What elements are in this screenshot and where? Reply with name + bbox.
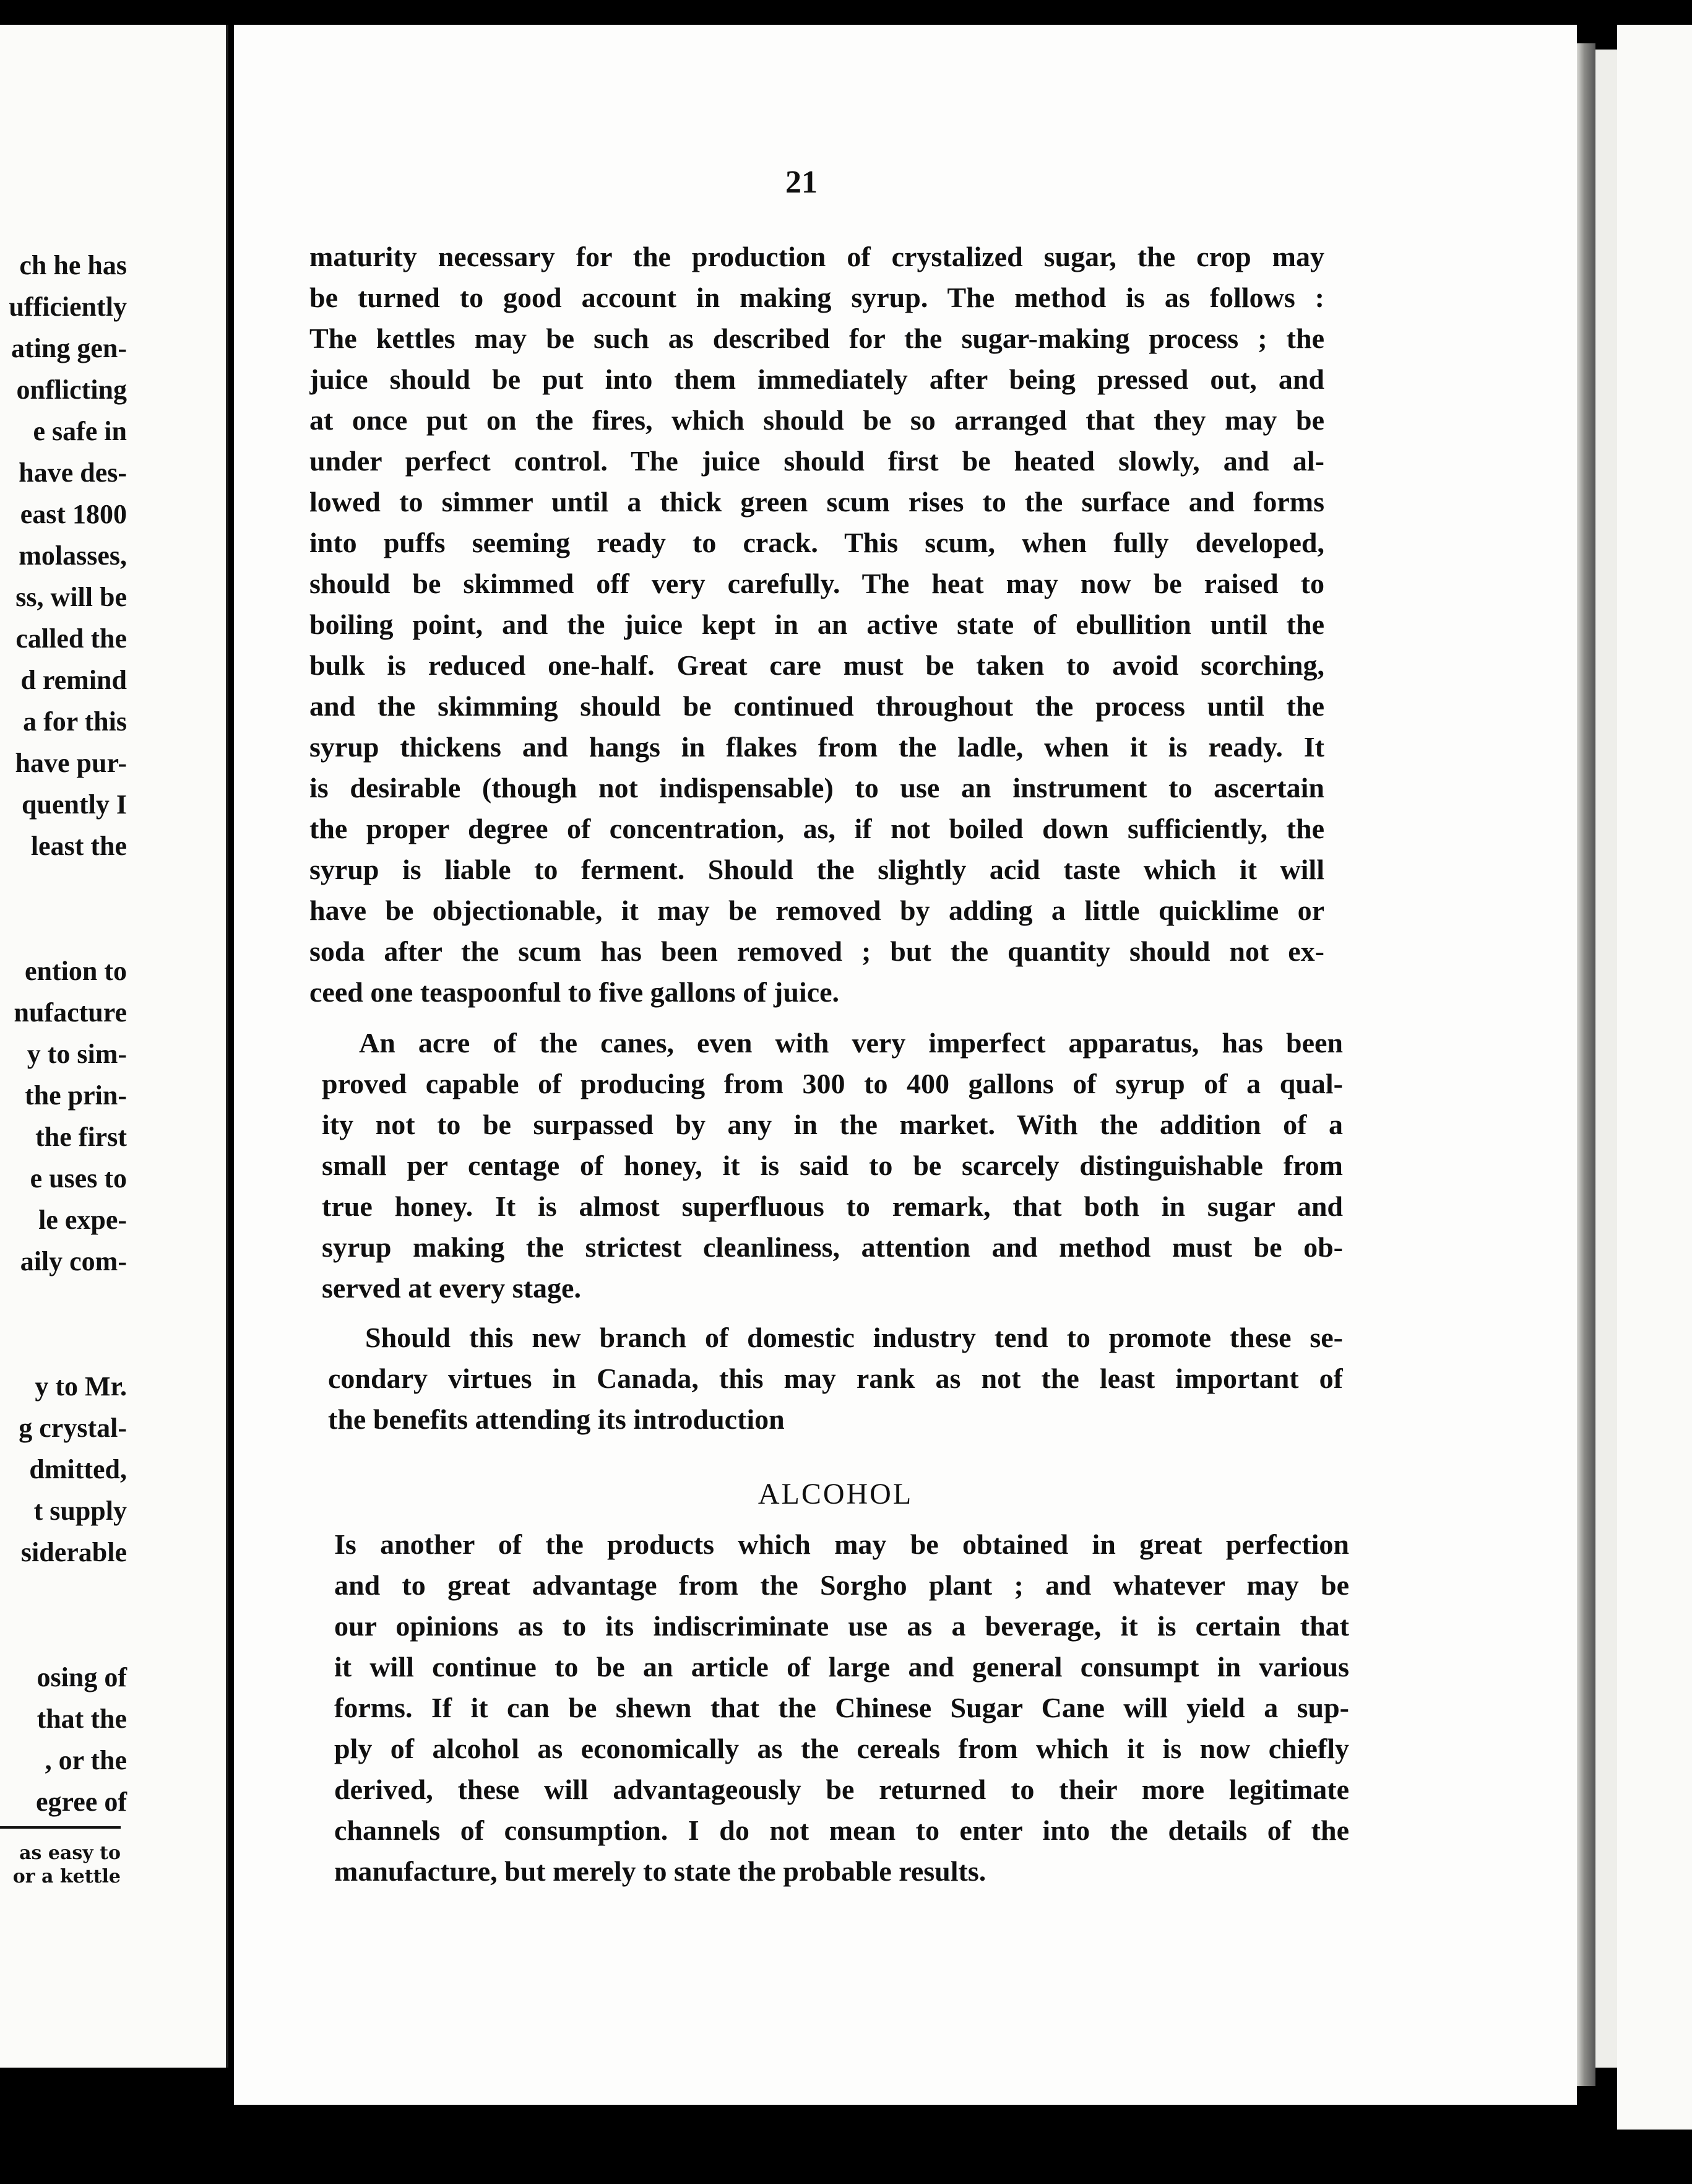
text-line: channels of consumption. I do not mean to enter into the details of the (334, 1814, 1349, 1846)
page-number: 21 (785, 165, 818, 200)
text-line: syrup making the strictest cleanliness, attention and method must be ob- (322, 1231, 1343, 1263)
previous-page-line: that the (37, 1704, 127, 1734)
text-line: derived, these will advantageously be returned to their more legitimate (334, 1774, 1349, 1805)
text-line: Should this new branch of domestic industry tend to promote these se- (365, 1322, 1343, 1353)
text-line: condary virtues in Canada, this may rank as not the least important of (328, 1363, 1343, 1394)
text-line: the proper degree of concentration, as, if not boiled down sufficiently, the (309, 813, 1324, 844)
text-line: at once put on the fires, which should be so arranged that they may be (309, 404, 1324, 436)
text-line: syrup is liable to ferment. Should the slightly acid taste which it will (309, 854, 1324, 885)
previous-page-line: molasses, (19, 540, 127, 571)
text-line: be turned to good account in making syrup. The method is as follows : (309, 282, 1324, 313)
text-line: bulk is reduced one-half. Great care must be taken to avoid scorching, (309, 649, 1324, 681)
text-line: soda after the scum has been removed ; but the quantity should not ex- (309, 935, 1324, 967)
previous-page-line: ating gen- (11, 333, 127, 363)
section-heading-alcohol: ALCOHOL (758, 1478, 913, 1510)
text-line: ity not to be surpassed by any in the market. With the addition of a (322, 1109, 1343, 1140)
text-line: proved capable of producing from 300 to 400 gallons of syrup of a qual- (322, 1068, 1343, 1099)
text-line: under perfect control. The juice should first be heated slowly, and al- (309, 445, 1324, 477)
previous-page-line: quently I (22, 789, 127, 820)
paragraph-syrup-method (309, 236, 1324, 1013)
previous-page-text (0, 245, 127, 1822)
text-line: have be objectionable, it may be removed by adding a little quicklime or (309, 895, 1324, 926)
text-line: is desirable (though not indispensable) to use an instrument to ascertain (309, 772, 1324, 804)
previous-page-footnote (0, 1842, 121, 1889)
text-line: the benefits attending its introduction (328, 1403, 785, 1435)
page-edge-shadow (1577, 43, 1595, 2086)
text-line: ply of alcohol as economically as the cereals from which it is now chiefly (334, 1733, 1349, 1764)
text-line: it will continue to be an article of large and general consumpt in various (334, 1651, 1349, 1683)
paragraph-syrup-yield (322, 1023, 1343, 1309)
footnote-rule (0, 1826, 121, 1829)
text-line: true honey. It is almost superfluous to remark, that both in sugar and (322, 1190, 1343, 1222)
page-edge (1595, 50, 1617, 2068)
text-line: small per centage of honey, it is said to be scarcely distinguishable from (322, 1150, 1343, 1181)
paragraph-domestic-industry (328, 1317, 1343, 1440)
previous-page-line: ufficiently (9, 292, 127, 322)
previous-page-line: the first (35, 1122, 127, 1152)
previous-page-footnote-line: or a kettle (12, 1866, 121, 1887)
previous-page-line: least the (30, 831, 127, 861)
previous-page-fragment (0, 25, 228, 2068)
previous-page-line: ch he has (19, 250, 127, 280)
previous-page-line: y to Mr. (35, 1371, 127, 1402)
previous-page-line: the prin- (25, 1080, 127, 1111)
text-line: An acre of the canes, even with very imperfect apparatus, has been (359, 1027, 1343, 1059)
text-line: lowed to simmer until a thick green scum rises to the surface and forms (309, 486, 1324, 518)
previous-page-line: called the (15, 623, 127, 654)
previous-page-line: onflicting (16, 375, 127, 405)
previous-page-line: e safe in (33, 416, 127, 446)
previous-page-line (0, 1573, 127, 1657)
previous-page-line: egree of (36, 1787, 127, 1817)
previous-page-line: ss, will be (15, 582, 127, 612)
text-line: ceed one teaspoonful to five gallons of juice. (309, 976, 840, 1008)
previous-page-line: g crystal- (19, 1413, 127, 1443)
previous-page-line: dmitted, (29, 1454, 127, 1484)
previous-page-footnote-line: as easy to (19, 1842, 121, 1864)
text-line: manufacture, but merely to state the probable results. (334, 1855, 986, 1887)
previous-page-line: siderable (20, 1537, 127, 1567)
previous-page-line: e uses to (30, 1163, 127, 1194)
previous-page-line: have des- (19, 457, 127, 488)
previous-page-line: d remind (20, 665, 127, 695)
text-line: and the skimming should be continued throughout the process until the (309, 690, 1324, 722)
previous-page-line: y to sim- (27, 1039, 127, 1069)
text-line: should be skimmed off very carefully. The heat may now be raised to (309, 568, 1324, 599)
text-line: boiling point, and the juice kept in an active state of ebullition until the (309, 609, 1324, 640)
previous-page-line: , or the (45, 1745, 127, 1775)
text-line: forms. If it can be shewn that the Chinese Sugar Cane will yield a sup- (334, 1692, 1349, 1723)
previous-page-line: a for this (23, 706, 127, 737)
text-line: maturity necessary for the production of crystalized sugar, the crop may (309, 241, 1324, 272)
previous-page-line: le expe- (38, 1205, 127, 1235)
right-margin (1617, 25, 1692, 2130)
text-line: served at every stage. (322, 1272, 581, 1304)
text-line: and to great advantage from the Sorgho plant ; and whatever may be (334, 1569, 1349, 1601)
previous-page-line: osing of (37, 1662, 127, 1692)
text-line: The kettles may be such as described for the sugar-making process ; the (309, 323, 1324, 354)
previous-page-line: nufacture (14, 997, 127, 1028)
previous-page-line (0, 867, 127, 950)
previous-page-line: east 1800 (20, 499, 127, 529)
text-line: juice should be put into them immediately after being pressed out, and (309, 363, 1324, 395)
previous-page-line: t supply (33, 1496, 127, 1526)
previous-page-line: aily com- (20, 1246, 127, 1276)
text-line: into puffs seeming ready to crack. This scum, when fully developed, (309, 527, 1324, 558)
paragraph-alcohol (334, 1524, 1349, 1892)
previous-page-line (0, 1282, 127, 1366)
text-line: Is another of the products which may be obtained in great perfection (334, 1528, 1349, 1560)
text-line: our opinions as to its indiscriminate use as a beverage, it is certain that (334, 1610, 1349, 1642)
previous-page-line: ention to (25, 956, 127, 986)
text-line: syrup thickens and hangs in flakes from the ladle, when it is ready. It (309, 731, 1324, 763)
previous-page-line: have pur- (15, 748, 127, 778)
